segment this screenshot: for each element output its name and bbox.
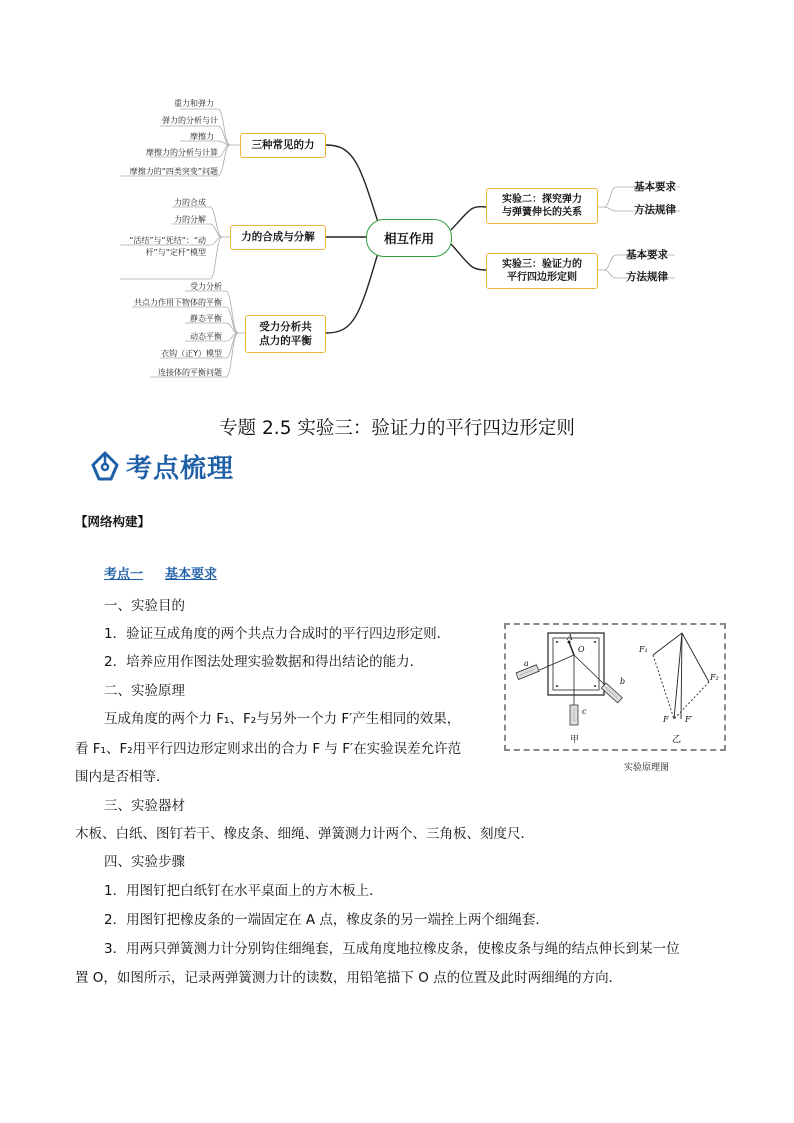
line-exp-principle: 二、实验原理 (104, 683, 185, 699)
line-exp-steps: 四、实验步骤 (104, 854, 185, 870)
leaf-friction: 摩擦力 (190, 132, 214, 141)
label-f: F (663, 715, 669, 724)
line-step-3b: 置 O，如图所示，记录两弹簧测力计的读数，用铅笔描下 O 点的位置及此时两细绳的方向． (75, 970, 623, 986)
pen-nib-icon (88, 450, 122, 484)
page-title: 专题 2.5 实验三：验证力的平行四边形定则 (219, 418, 575, 439)
experiment-figure (504, 623, 726, 751)
branch-common-forces: 三种常见的力 (240, 133, 326, 158)
leaf-exp3-method: 方法规律 (626, 271, 668, 283)
experiment-diagram (506, 625, 724, 749)
branch-experiment-two-line2: 与弹簧伸长的关系 (502, 207, 582, 218)
leaf-force-analysis: 受力分析 (190, 282, 222, 291)
branch-force-analysis (245, 315, 326, 353)
leaf-force-composition: 力的合成 (174, 198, 206, 207)
mind-map (110, 95, 690, 383)
leaf-friction-analysis: 摩擦力的分析与计算 (146, 148, 218, 157)
label-yi: 乙 (672, 735, 682, 745)
leaf-hanger-model: 衣钩（正Y）模型 (161, 349, 222, 358)
section-heading (88, 448, 234, 485)
leaf-static-equilibrium: 静态平衡 (190, 314, 222, 323)
line-step-1: 1．用图钉把白纸钉在水平桌面上的方木板上． (104, 883, 383, 899)
figure-caption: 实验原理图 (624, 763, 670, 773)
leaf-concurrent-equilibrium: 共点力作用下物体的平衡 (134, 298, 222, 307)
branch-force-analysis-line1: 受力分析共 (259, 320, 312, 333)
leaf-exp2-basic: 基本要求 (634, 181, 676, 193)
line-exp-purpose: 一、实验目的 (104, 598, 185, 614)
line-step-3a: 3．用两只弹簧测力计分别钩住细绳套，互成角度地拉橡皮条，使橡皮条与绳的结点伸长到某一位 (104, 941, 680, 957)
label-a: a (524, 659, 529, 668)
kaodian-sub: 基本要求 (165, 567, 218, 582)
branch-experiment-three-line1: 实验三：验证力的 (502, 258, 582, 270)
label-o-point: O (578, 645, 585, 654)
line-purpose-1: 1．验证互成角度的两个共点力合成时的平行四边形定则． (104, 626, 451, 642)
leaf-force-decomposition: 力的分解 (174, 215, 206, 224)
mindmap-center-node: 相互作用 (366, 219, 452, 257)
label-b: b (620, 677, 626, 686)
branch-experiment-three (486, 253, 598, 289)
line-principle-3: 围内是否相等． (75, 769, 170, 785)
label-f2: F₂ (710, 673, 719, 682)
branch-force-composition: 力的合成与分解 (230, 225, 326, 250)
leaf-gravity-elastic: 重力和弹力 (174, 99, 214, 108)
leaf-knot-model-1: “活结”与“死结”：“动 (129, 236, 206, 245)
leaf-connected-bodies: 连接体的平衡问题 (158, 368, 222, 377)
leaf-friction-mutation: 摩擦力的“四类突变”问题 (129, 167, 218, 176)
line-principle-2: 看 F₁、F₂用平行四边形定则求出的合力 F 与 F′在实验误差允许范 (75, 741, 462, 757)
leaf-knot-model-2: 杆”与“定杆”模型 (145, 248, 206, 257)
label-f-prime: F′ (685, 715, 693, 724)
branch-force-analysis-line2: 点力的平衡 (259, 335, 312, 347)
branch-experiment-three-line2: 平行四边形定则 (507, 272, 577, 283)
network-label: 【网络构建】 (75, 514, 151, 529)
line-principle-1: 互成角度的两个力 F₁、F₂与另外一个力 F′产生相同的效果， (104, 711, 461, 727)
section-heading-text: 考点梳理 (126, 454, 235, 484)
line-step-2: 2．用图钉把橡皮条的一端固定在 A 点，橡皮条的另一端拴上两个细绳套． (104, 912, 549, 928)
leaf-dynamic-equilibrium: 动态平衡 (190, 332, 222, 341)
line-exp-equipment: 三、实验器材 (104, 798, 185, 814)
line-equipment: 木板、白纸、图钉若干、橡皮条、细绳、弹簧测力计两个、三角板、刻度尺． (75, 826, 534, 842)
label-jia: 甲 (570, 735, 580, 745)
kaodian-heading (104, 563, 217, 582)
label-a-point: A (567, 633, 573, 642)
label-f1: F₁ (639, 645, 648, 654)
line-purpose-2: 2．培养应用作图法处理实验数据和得出结论的能力． (104, 654, 424, 670)
leaf-exp2-method: 方法规律 (634, 204, 676, 216)
branch-experiment-two (486, 188, 598, 224)
leaf-elastic-analysis: 弹力的分析与计 (162, 116, 218, 125)
kaodian-label: 考点一 (104, 567, 144, 582)
branch-experiment-two-line1: 实验二：探究弹力 (502, 193, 582, 205)
leaf-exp3-basic: 基本要求 (626, 249, 668, 261)
label-c: c (582, 707, 587, 716)
